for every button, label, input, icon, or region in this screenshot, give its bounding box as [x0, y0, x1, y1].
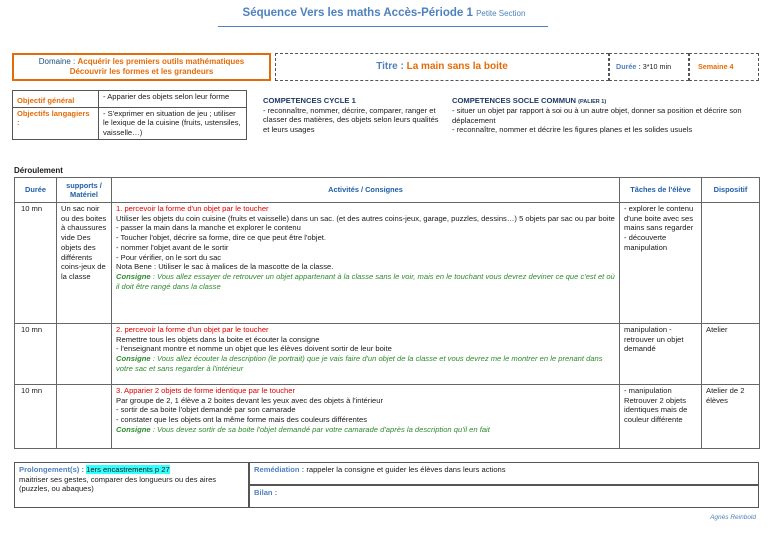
activity-consigne — [116, 354, 615, 373]
prolongement-highlight: 1ers encastrements p 27 — [86, 465, 170, 474]
objectif-general-label: Objectif général — [13, 91, 99, 108]
objectifs-table — [12, 90, 247, 140]
row-duree: 10 mn — [15, 203, 57, 324]
consigne-label: Consigne — [116, 424, 151, 434]
competences-cycle-text: - reconnaître, nommer, décrire, comparer, ranger et classer des matières, des objets selon leurs qualités et leurs usages — [263, 105, 439, 135]
header-supports: supports / Matériel — [57, 178, 112, 203]
page-title — [0, 6, 768, 21]
activity-title: 1. percevoir la forme d'un objet par le toucher — [116, 204, 269, 213]
prolongement-text: maitriser ses gestes, comparer des longueurs ou des aires (puzzles, ou abaques) — [19, 474, 217, 494]
competences-socle — [452, 96, 752, 135]
titre-box — [275, 53, 609, 81]
duree-value: 3*10 min — [642, 62, 672, 71]
activity-line: - nommer l'objet avant de le sortir — [116, 242, 229, 252]
row-activites — [112, 203, 620, 324]
semaine-value: Semaine 4 — [698, 62, 734, 71]
activity-title: 2. percevoir la forme d'un objet par le toucher — [116, 325, 269, 334]
row-taches: - manipulation Retrouver 2 objets identiques mais de couleur différente — [620, 385, 702, 449]
consigne-text: : Vous devez sortir de sa boite l'objet demandé par votre camarade d'après la description qu'il en fait — [150, 424, 490, 434]
bilan-box — [249, 485, 759, 508]
supports-cell: Un sac noir ou des boites à chaussures vide Des objets des différents coins-jeux de la classe — [57, 203, 112, 324]
activity-line: Remettre tous les objets dans la boite et écouter la consigne — [116, 334, 320, 344]
activity-line: - l'enseignant montre et nomme un objet que les élèves doivent sortir de leur boite — [116, 344, 392, 354]
domaine-label: Domaine : — [38, 57, 76, 66]
row-dispositif: Atelier — [702, 324, 760, 385]
row-duree: 10 mn — [15, 324, 57, 385]
page-title-main: Séquence Vers les maths Accès-Période 1 — [242, 7, 473, 19]
domaine-subvalue: Découvrir les formes et les grandeurs — [69, 67, 214, 77]
consigne-label: Consigne — [116, 272, 151, 282]
activity-line: - Pour vérifier, on le sort du sac — [116, 252, 222, 262]
row-taches: - explorer le contenu d'une boite avec ses mains sans regarder - découverte manipulation — [620, 203, 702, 324]
header-dispositif: Dispositif — [702, 178, 760, 203]
domaine-value: Acquérir les premiers outils mathématiques — [77, 57, 245, 66]
prolongement-label: Prolongement(s) : — [19, 465, 84, 474]
row-taches: manipulation - retrouver un objet demandé — [620, 324, 702, 385]
deroulement-heading: Déroulement — [14, 166, 63, 175]
author-signature: Agnès Reinbold — [710, 514, 756, 521]
table-row — [15, 385, 760, 449]
consigne-text: : Vous allez écouter la description (le portrait) que je vais faire d'un objet de la classe et vous devrez me le montrer en le prenant dans votre sac et sans regarder à l'intérieur — [116, 354, 603, 373]
row-activites — [112, 324, 620, 385]
row-dispositif — [702, 203, 760, 324]
row-dispositif: Atelier de 2 élèves — [702, 385, 760, 449]
header-duree: Durée — [15, 178, 57, 203]
remediation-text: rappeler la consigne et guider les élèves dans leurs actions — [304, 465, 506, 474]
table-row — [15, 203, 760, 324]
titre-value: La main sans la boite — [406, 61, 508, 72]
deroulement-table — [14, 177, 760, 449]
objectif-general-value: - Apparier des objets selon leur forme — [99, 91, 247, 108]
titre-label: Titre : — [376, 61, 404, 72]
page-title-level: Petite Section — [476, 9, 526, 18]
consigne-label: Consigne — [116, 354, 151, 364]
activity-line: Par groupe de 2, 1 élève a 2 boites devant les yeux avec des objets à l'intérieur — [116, 395, 383, 405]
competences-socle-line-1: - situer un objet par rapport à soi ou à un autre objet, donner sa position et décrire son déplacement — [452, 106, 742, 125]
activity-title: 3. Apparier 2 objets de forme identique par le toucher — [116, 386, 295, 395]
row-duree: 10 mn — [15, 385, 57, 449]
objectifs-langagiers-value: - S'exprimer en situation de jeu ; utiliser le lexique de la cuisine (fruits, ustensiles, vaisselle…) — [99, 107, 247, 139]
consigne-text: : Vous allez essayer de retrouver un objet appartenant à la classe sans le voir, mais en le touchant vous devrez deviner ce que c'est et où il doit être rangé dans la classe — [116, 272, 615, 291]
header-taches: Tâches de l'élève — [620, 178, 702, 203]
activity-line: - sortir de sa boite l'objet demandé par son camarade — [116, 405, 296, 415]
table-row — [15, 324, 760, 385]
title-underline — [218, 26, 548, 27]
competences-cycle-title: COMPETENCES CYCLE 1 — [263, 96, 356, 105]
remediation-box — [249, 462, 759, 485]
activity-consigne — [116, 425, 615, 435]
duree-label: Durée : — [616, 62, 641, 71]
header-activites: Activités / Consignes — [112, 178, 620, 203]
bilan-label: Bilan : — [254, 488, 278, 497]
table-header-row — [15, 178, 760, 203]
activity-line: - constater que les objets ont la même forme mais des couleurs différentes — [116, 415, 367, 425]
objectifs-langagiers-label: Objectifs langagiers : — [13, 107, 99, 139]
row-activites — [112, 385, 620, 449]
domaine-box — [12, 53, 271, 81]
competences-socle-title: COMPETENCES SOCLE COMMUN — [452, 96, 577, 105]
competences-socle-palier: (PALIER 1) — [578, 99, 607, 105]
activity-line: Utiliser les objets du coin cuisine (fruits et vaisselle) dans un sac. (et des autres coins-jeux, garage, puzzles, dessins…) 5 objets par sac ou par boite — [116, 213, 615, 223]
activity-line: - passer la main dans la manche et explorer le contenu — [116, 223, 301, 233]
competences-socle-line-2: - reconnaître, nommer et décrire les figures planes et les solides usuels — [452, 125, 693, 135]
competences-cycle — [263, 96, 443, 135]
supports-cell-empty — [57, 324, 112, 385]
semaine-box — [689, 53, 759, 81]
activity-line: - Toucher l'objet, décrire sa forme, dire ce que peut être l'objet. — [116, 233, 327, 243]
remediation-label: Remédiation : — [254, 465, 305, 474]
supports-cell-empty — [57, 385, 112, 449]
activity-consigne — [116, 272, 615, 291]
duree-box — [609, 53, 689, 81]
prolongement-box — [14, 462, 249, 508]
activity-line: Nota Bene : Utiliser le sac à malices de la mascotte de la classe. — [116, 262, 334, 272]
